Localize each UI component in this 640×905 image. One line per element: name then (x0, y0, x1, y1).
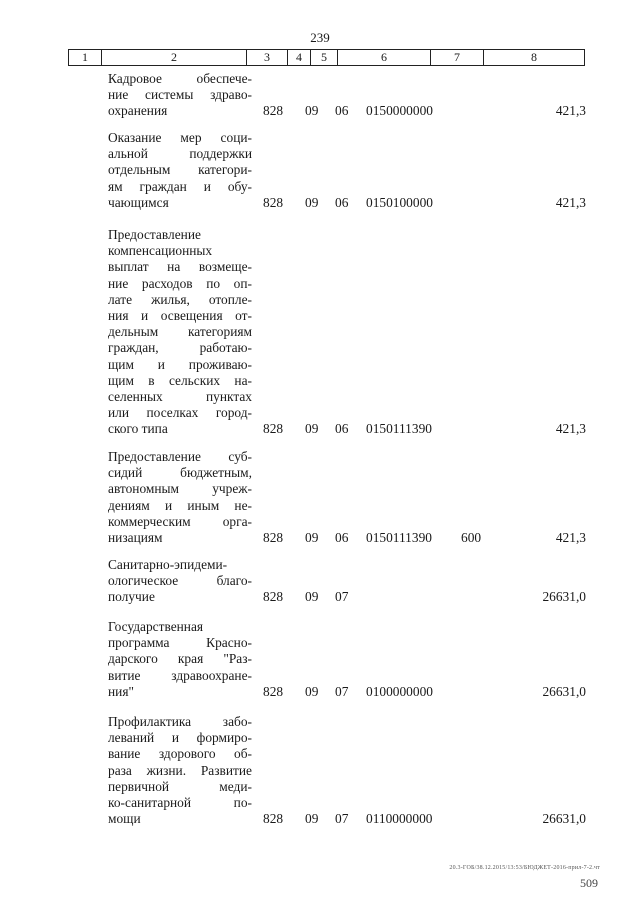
column-header-1: 1 (69, 50, 102, 66)
column-header-6: 6 (338, 50, 431, 66)
cell-col-8: 421,3 (555, 530, 586, 545)
description-line: или поселках город- (108, 405, 252, 421)
cell-col-7: 600 (461, 530, 482, 545)
description-line: Санитарно-эпидеми- (108, 557, 228, 572)
description-line: ологическое благо- (108, 573, 252, 589)
description-line: ние системы здраво- (108, 87, 252, 103)
cell-col-5: 07 (335, 589, 349, 605)
description-line: граждан, работаю- (108, 340, 252, 356)
description-line: сидий бюджетным, (108, 465, 252, 481)
cell-col-8: 26631,0 (542, 683, 586, 699)
cell-col-8: 26631,0 (542, 811, 586, 827)
description-line: дениям и иным не- (108, 497, 252, 513)
description-line: мощи (108, 811, 141, 827)
cell-col-8: 421,3 (555, 103, 586, 119)
column-header-2: 2 (102, 50, 247, 66)
cell-col-4: 09 (305, 421, 319, 437)
description-line: щим и проживаю- (108, 356, 252, 372)
description-line: автономным учреж- (108, 481, 252, 497)
row-description (108, 71, 252, 120)
description-line: дарского края "Раз- (108, 651, 252, 667)
cell-col-5: 06 (335, 421, 349, 437)
description-line: витие здравоохране- (108, 667, 252, 683)
cell-col-6: 0150111390 (366, 530, 432, 545)
column-header-8: 8 (484, 50, 585, 66)
description-line: альной поддержки (108, 146, 252, 162)
description-line: ям граждан и обу- (108, 178, 252, 194)
cell-col-3: 828 (263, 103, 284, 119)
row-description (108, 449, 252, 546)
description-line: ние расходов по оп- (108, 275, 252, 291)
cell-col-3: 828 (263, 589, 284, 605)
column-header-3: 3 (247, 50, 288, 66)
cell-col-4: 09 (305, 530, 319, 545)
cell-col-6: 0150111390 (366, 421, 432, 437)
cell-col-8: 421,3 (555, 194, 586, 210)
cell-col-3: 828 (263, 811, 284, 827)
description-line: Предоставление суб- (108, 449, 252, 464)
cell-col-4: 09 (305, 103, 319, 119)
description-line: выплат на возмеще- (108, 259, 252, 275)
description-line: низациям (108, 530, 163, 546)
cell-col-3: 828 (263, 194, 284, 210)
description-line: Профилактика забо- (108, 714, 252, 729)
description-line: компенсационных (108, 243, 213, 259)
row-description (108, 130, 252, 211)
description-line: селенных пунктах (108, 389, 252, 405)
cell-col-4: 09 (305, 589, 319, 605)
cell-col-4: 09 (305, 811, 319, 827)
description-line: ко-санитарной по- (108, 795, 252, 811)
description-line: первичной меди- (108, 778, 252, 794)
cell-col-5: 06 (335, 194, 349, 210)
cell-col-3: 828 (263, 683, 284, 699)
cell-col-4: 09 (305, 194, 319, 210)
description-line: Государственная (108, 619, 204, 634)
description-line: раза жизни. Развитие (108, 762, 252, 778)
cell-col-8: 421,3 (555, 421, 586, 437)
description-line: дельным категориям (108, 324, 252, 340)
column-header-7: 7 (431, 50, 484, 66)
description-line: Предоставление (108, 227, 201, 242)
row-description (108, 619, 252, 700)
description-line: чающимся (108, 194, 169, 210)
description-line: ния" (108, 683, 134, 699)
description-line: леваний и формиро- (108, 730, 252, 746)
footer-file-code: 20.3-ГОБ/38.12.2015/13:53/БЮДЖЕТ-2016-прил-7-2.чт (449, 865, 600, 871)
page-number: 239 (310, 30, 330, 45)
row-description (108, 557, 252, 606)
column-header-4: 4 (288, 50, 311, 66)
cell-col-3: 828 (263, 421, 284, 437)
row-description (108, 714, 252, 827)
description-line: щим в сельских на- (108, 372, 252, 388)
description-line: Кадровое обеспече- (108, 71, 252, 86)
cell-col-5: 06 (335, 103, 349, 119)
cell-col-8: 26631,0 (542, 589, 586, 605)
description-line: коммерческим орга- (108, 513, 252, 529)
footer-page-number: 509 (580, 876, 598, 890)
cell-col-5: 07 (335, 811, 349, 827)
cell-col-5: 06 (335, 530, 349, 545)
description-line: получие (108, 589, 155, 605)
cell-col-6: 0150100000 (366, 194, 433, 210)
column-header-table (68, 49, 585, 66)
description-line: отдельным категори- (108, 162, 252, 178)
cell-col-6: 0100000000 (366, 683, 433, 699)
cell-col-6: 0110000000 (366, 811, 433, 827)
description-line: ния и освещения от- (108, 308, 252, 324)
description-line: Оказание мер соци- (108, 130, 252, 145)
description-line: вание здорового об- (108, 746, 252, 762)
cell-col-4: 09 (305, 683, 319, 699)
cell-col-5: 07 (335, 683, 349, 699)
row-description (108, 227, 252, 438)
description-line: охранения (108, 103, 168, 119)
description-line: ского типа (108, 421, 168, 437)
description-line: программа Красно- (108, 635, 252, 651)
description-line: лате жилья, отопле- (108, 291, 252, 307)
cell-col-6: 0150000000 (366, 103, 433, 119)
column-header-5: 5 (311, 50, 338, 66)
cell-col-3: 828 (263, 530, 284, 545)
